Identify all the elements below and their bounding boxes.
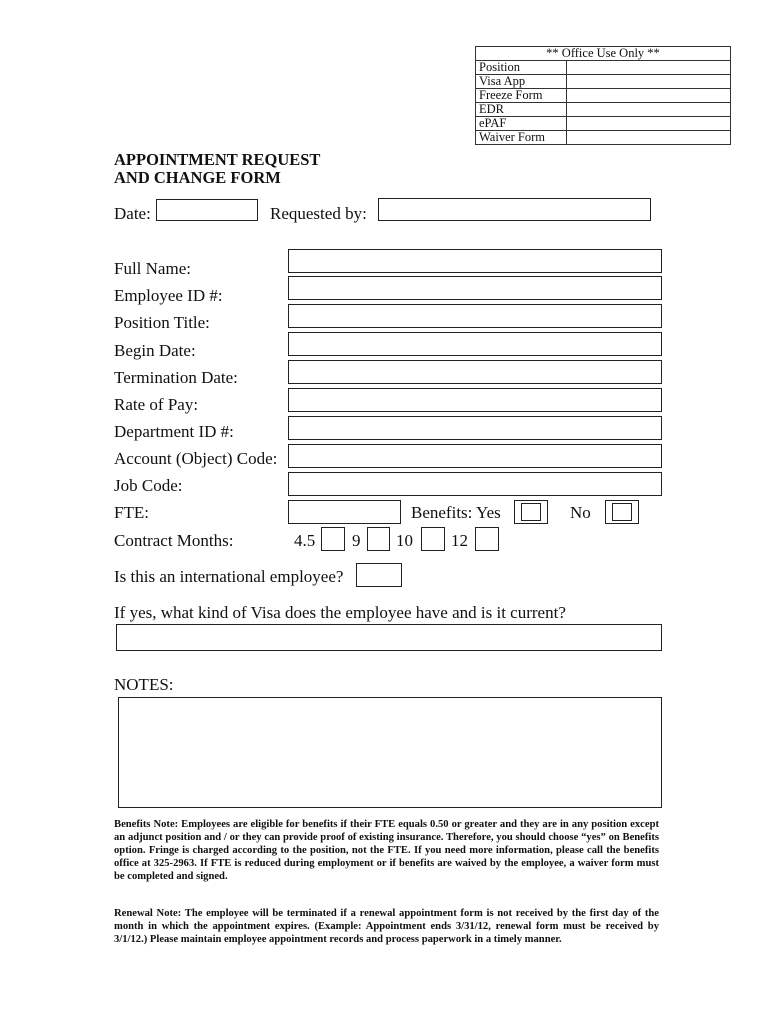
department-id-label: Department ID #:	[114, 422, 234, 441]
benefits-yes-inner-box	[521, 503, 541, 521]
visa-question: If yes, what kind of Visa does the employee have and is it current?	[114, 603, 566, 622]
international-question: Is this an international employee?	[114, 567, 344, 586]
form-title-line1: APPOINTMENT REQUEST	[114, 150, 321, 169]
termination-date-label: Termination Date:	[114, 368, 238, 387]
job-code-label: Job Code:	[114, 476, 183, 495]
notes-label: NOTES:	[114, 675, 174, 694]
employee-id-label: Employee ID #:	[114, 286, 223, 305]
visa-field[interactable]	[116, 624, 662, 651]
notes-field[interactable]	[118, 697, 662, 808]
employee-id-field[interactable]	[288, 276, 662, 300]
job-code-field[interactable]	[288, 472, 662, 496]
office-row-label: Waiver Form	[476, 131, 567, 145]
office-row-label: ePAF	[476, 117, 567, 131]
begin-date-field[interactable]	[288, 332, 662, 356]
form-title	[114, 151, 320, 187]
office-row-label: Freeze Form	[476, 89, 567, 103]
begin-date-label: Begin Date:	[114, 341, 196, 360]
termination-date-field[interactable]	[288, 360, 662, 384]
full-name-field[interactable]	[288, 249, 662, 273]
rate-of-pay-label: Rate of Pay:	[114, 395, 199, 414]
benefits-note: Benefits Note: Employees are eligible for benefits if their FTE equals 0.50 or greater and they are in any position except an adjunct position and / or they can provide proof of existing insurance. Therefore, you should choose “yes” on Benefits option. Fringe is charged according to the position, not the FTE. If you need more information, please call the benefits office at 325-2963. If FTE is reduced during employment or if benefits are waived by the employee, a waiver form must be completed and signed.	[114, 819, 659, 882]
contract-option-label: 9	[352, 531, 361, 550]
office-row-value[interactable]	[567, 75, 731, 89]
office-row-value[interactable]	[567, 61, 731, 75]
contract-4-5-checkbox[interactable]	[321, 527, 345, 551]
fte-field[interactable]	[288, 500, 401, 524]
account-code-label: Account (Object) Code:	[114, 449, 278, 468]
fte-label: FTE:	[114, 503, 149, 522]
benefits-yes-checkbox[interactable]	[514, 500, 548, 524]
contract-9-checkbox[interactable]	[367, 527, 390, 551]
international-field[interactable]	[356, 563, 402, 587]
contract-months-label: Contract Months:	[114, 531, 234, 550]
department-id-field[interactable]	[288, 416, 662, 440]
office-row-value[interactable]	[567, 89, 731, 103]
requested-by-field[interactable]	[378, 198, 651, 221]
office-row-label: EDR	[476, 103, 567, 117]
contract-12-checkbox[interactable]	[475, 527, 499, 551]
date-label: Date:	[114, 204, 151, 223]
benefits-yes-label: Benefits: Yes	[411, 503, 501, 522]
office-row-value[interactable]	[567, 117, 731, 131]
benefits-no-checkbox[interactable]	[605, 500, 639, 524]
contract-option-label: 4.5	[294, 531, 316, 550]
account-code-field[interactable]	[288, 444, 662, 468]
position-title-label: Position Title:	[114, 313, 210, 332]
form-title-line2: AND CHANGE FORM	[114, 168, 281, 187]
office-use-header: ** Office Use Only **	[476, 47, 731, 61]
date-field[interactable]	[156, 199, 258, 221]
benefits-no-label: No	[570, 503, 591, 522]
contract-option-label: 12	[451, 531, 468, 550]
office-row-value[interactable]	[567, 103, 731, 117]
benefits-no-inner-box	[612, 503, 632, 521]
requested-by-label: Requested by:	[270, 204, 367, 223]
office-row-label: Position	[476, 61, 567, 75]
position-title-field[interactable]	[288, 304, 662, 328]
renewal-note: Renewal Note: The employee will be terminated if a renewal appointment form is not received by the first day of the month in which the appointment expires. (Example: Appointment ends 3/31/12, renewal form must be received by 3/1/12.) Please maintain employee appointment records and process paperwork in a timely manner.	[114, 908, 659, 945]
contract-10-checkbox[interactable]	[421, 527, 445, 551]
contract-option-label: 10	[396, 531, 413, 550]
office-row-label: Visa App	[476, 75, 567, 89]
office-row-value[interactable]	[567, 131, 731, 145]
full-name-label: Full Name:	[114, 259, 191, 278]
rate-of-pay-field[interactable]	[288, 388, 662, 412]
office-use-table	[475, 46, 731, 145]
